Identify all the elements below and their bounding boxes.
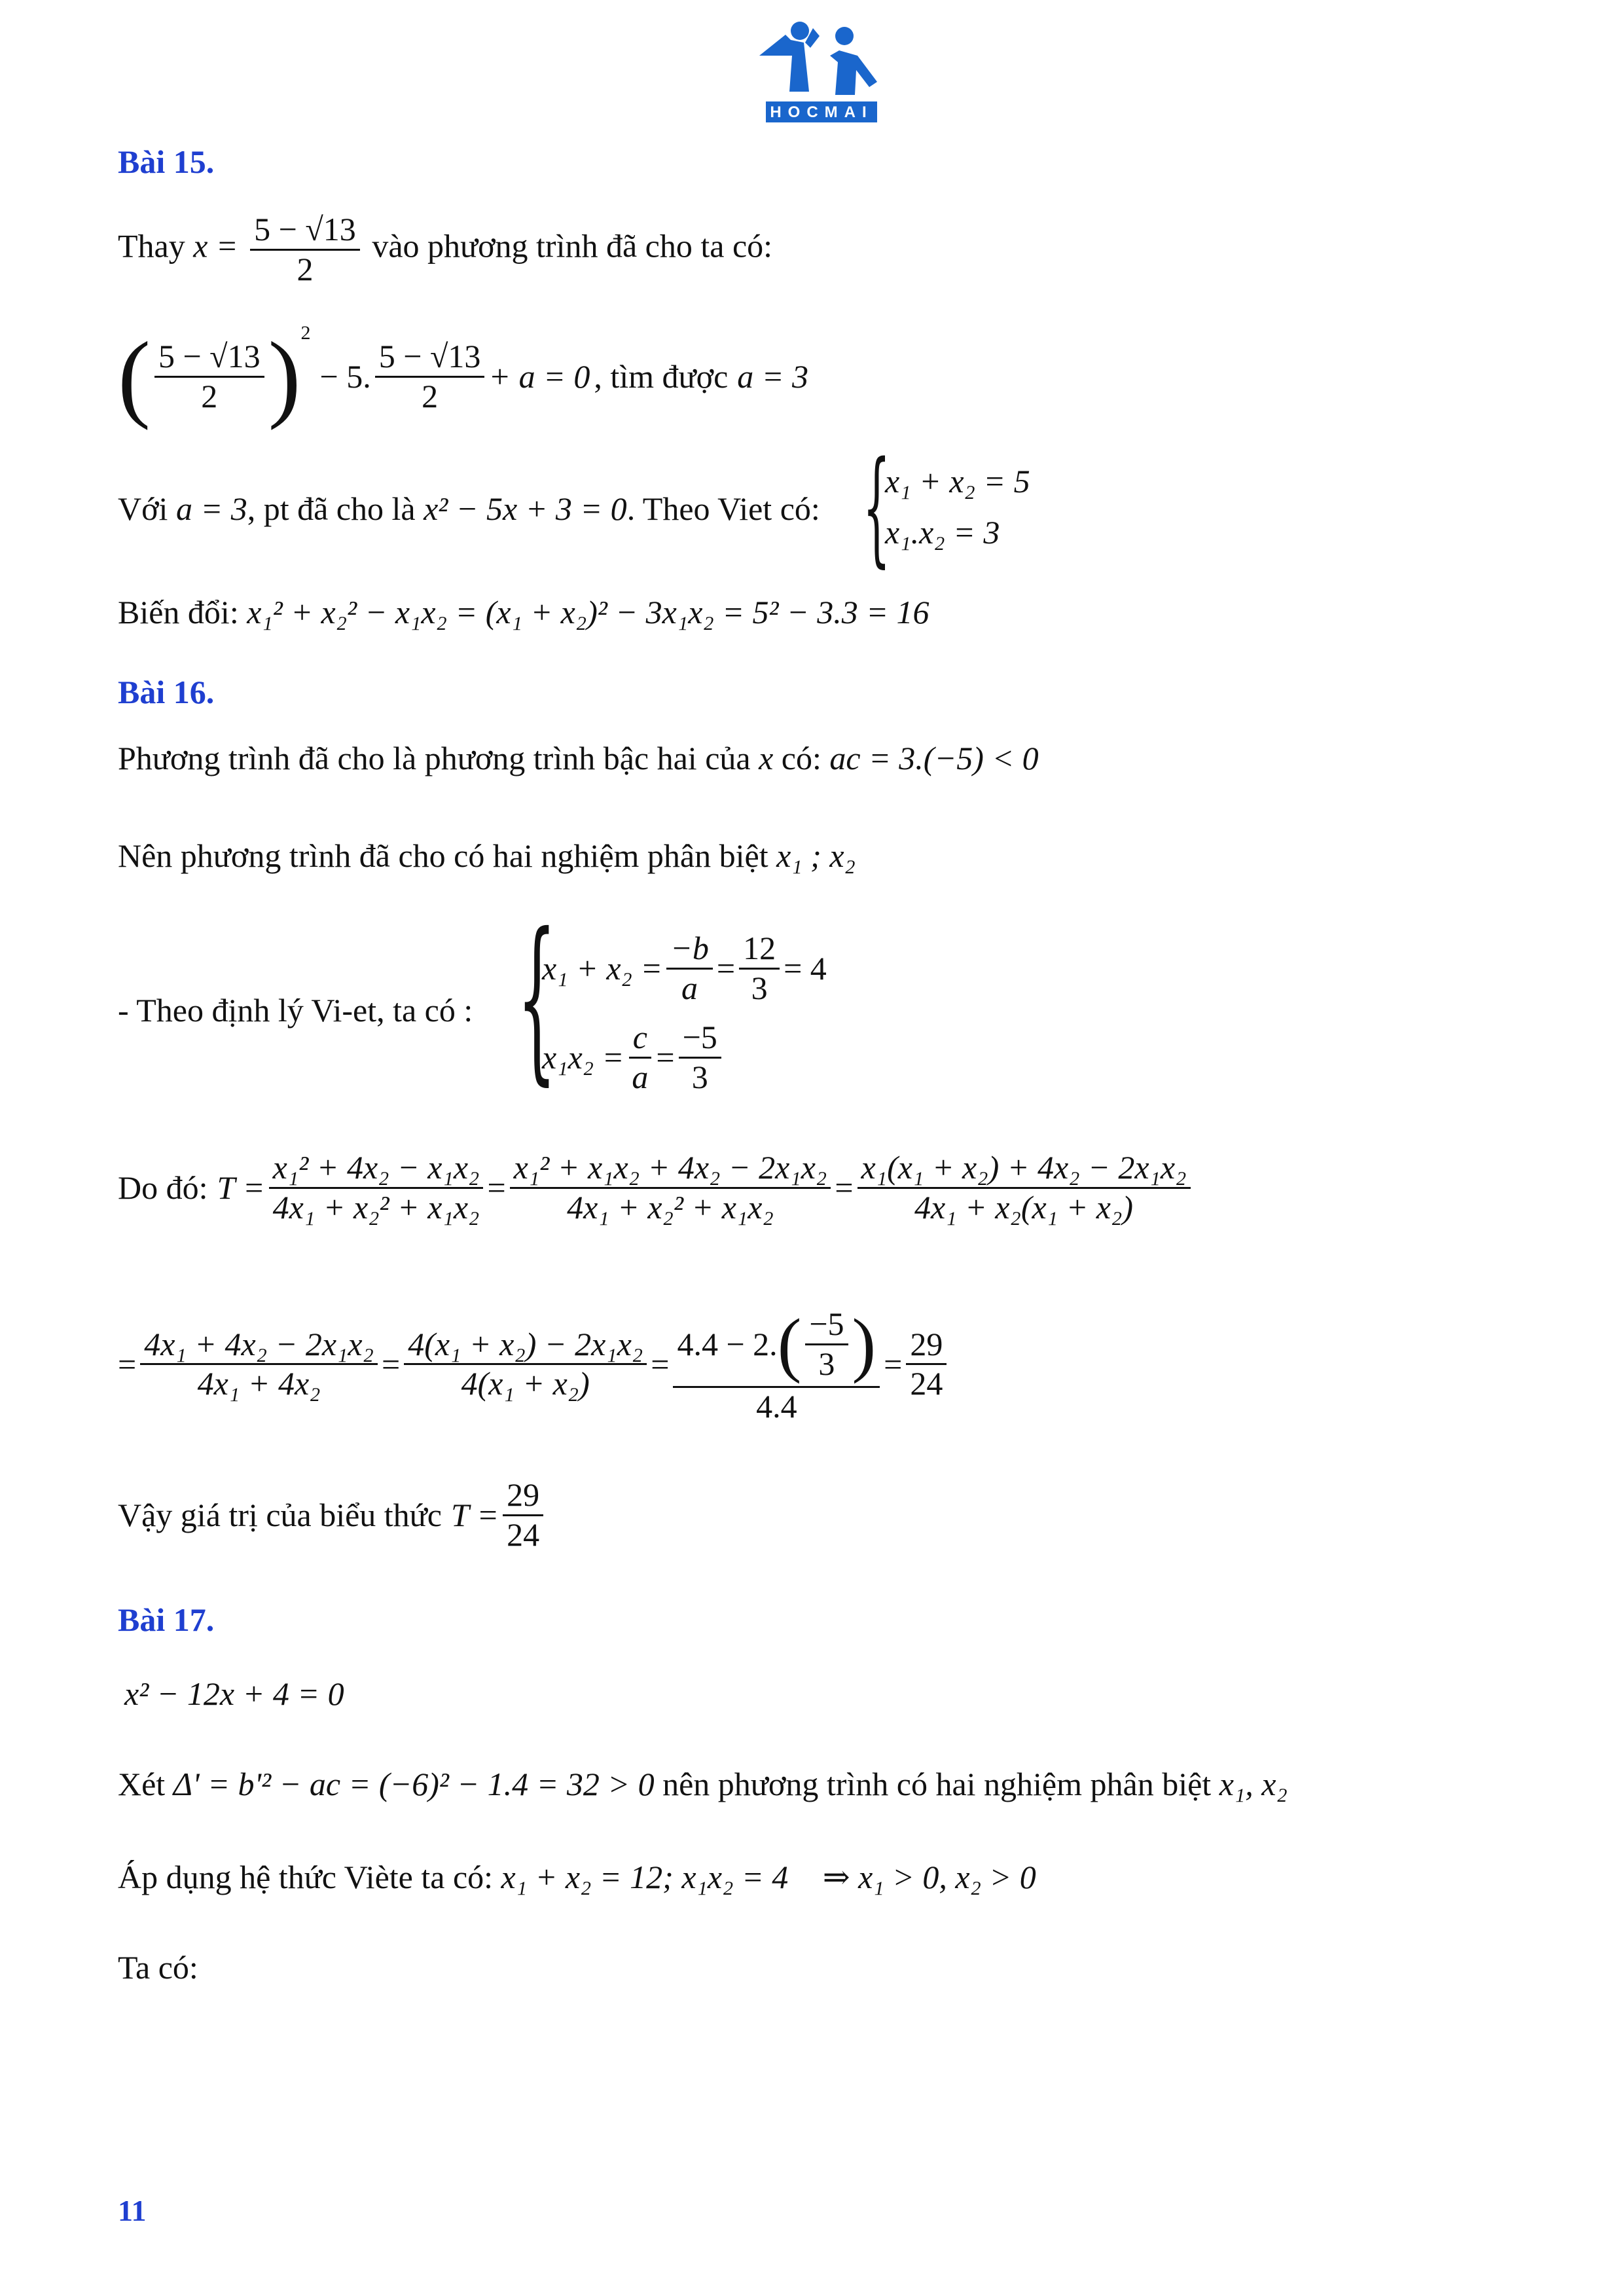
- frac-den: 4x₁ + x₂² + x₁x₂: [567, 1188, 774, 1226]
- inner-frac: [805, 1305, 848, 1383]
- implication: ⇒ x₁ > 0, x₂ > 0: [822, 1859, 1036, 1895]
- bai17-title: Bài 17.: [118, 1601, 215, 1638]
- frac-den: 4(x₁ + x₂): [461, 1365, 590, 1402]
- prod-frac2: [679, 1019, 721, 1096]
- frac-den: 2: [297, 250, 314, 287]
- frac-num: x₁(x₁ + x₂) + 4x₂ − 2x₁x₂: [857, 1149, 1191, 1189]
- u3-pre: 4.4 − 2.: [677, 1325, 778, 1362]
- final-line: [118, 1476, 547, 1554]
- voi: Với: [118, 490, 168, 527]
- bai17-line4: Ta có:: [118, 1949, 198, 1986]
- transform-eq: x₁² + x₂² − x₁x₂ = (x₁ + x₂)² − 3x₁x₂ = 5² − 3.3 = 16: [247, 594, 929, 630]
- frac-den: 4.4: [756, 1387, 797, 1425]
- frac-den: 4x₁ + 4x₂: [197, 1365, 321, 1402]
- t-frac2: [510, 1149, 831, 1226]
- bai15-x-frac: [250, 211, 360, 288]
- logo-text: HOCMAI: [770, 103, 873, 121]
- frac-den: 4x₁ + x₂(x₁ + x₂): [914, 1188, 1134, 1226]
- sum-frac1: [666, 930, 713, 1007]
- final-frac: [503, 1476, 543, 1554]
- square-exp: 2: [300, 322, 311, 344]
- frac-num: 29: [503, 1476, 543, 1516]
- bai16-line2: [118, 839, 856, 872]
- frac-den: 2: [422, 377, 439, 414]
- t-frac1: [269, 1149, 484, 1226]
- system-brace: {: [863, 435, 891, 579]
- do-do: Do đó:: [118, 1169, 208, 1206]
- bai15-result: a = 3: [737, 358, 809, 395]
- frac-den: 3: [818, 1345, 835, 1382]
- frac-num: −b: [666, 930, 713, 970]
- bai15-sys2: x₁.x₂ = 3: [885, 514, 1000, 551]
- u-frac1: [140, 1326, 378, 1403]
- theo-viet: . Theo Viet có:: [626, 490, 820, 527]
- right-paren: ): [268, 322, 301, 431]
- frac-den: 24: [910, 1365, 943, 1402]
- bai15-find: , tìm được: [594, 358, 729, 395]
- roots: x₁, x₂: [1219, 1766, 1288, 1802]
- final-T: T =: [450, 1497, 499, 1533]
- frac-num: 5 − √13: [154, 338, 264, 378]
- prod-lhs: x₁x₂ =: [542, 1039, 624, 1076]
- frac-den: 3: [691, 1058, 708, 1095]
- frac-num: c: [629, 1019, 651, 1059]
- frac-num: 5 − √13: [375, 338, 485, 378]
- hai-nghiem: Nên phương trình đã cho có hai nghiệm phân biệt: [118, 837, 768, 874]
- ac-eq: ac = 3.(−5) < 0: [829, 740, 1039, 776]
- frac-den: a: [681, 969, 698, 1006]
- xet: Xét: [118, 1766, 166, 1802]
- t-continued: = $\frac{\text{4x₁ + 4x₂ − 2x₁x₂}}{\text{4x₁ + 4x₂}}$ = $\frac{\text{4(x₁ + x₂) − 2x₁x₂}}{\text{4(x₁ + x₂)}}$ = 4.4 − 2. ( $\frac{-5}{3}$ ) 4.4 = $\frac{29}{24}$: [118, 1303, 950, 1425]
- page-number: 11: [118, 2194, 147, 2227]
- frac-num: 4(x₁ + x₂) − 2x₁x₂: [404, 1326, 647, 1366]
- left-paren: (: [118, 322, 151, 431]
- frac-den: 4x₁ + x₂² + x₁x₂: [272, 1188, 480, 1226]
- frac-num: −5: [805, 1305, 848, 1345]
- bai15-frac-a: [154, 338, 264, 415]
- frac-num: 29: [906, 1326, 947, 1366]
- bai15-thay: Thay: [118, 227, 185, 264]
- sum-rhs: = 4: [784, 950, 827, 987]
- var-x: x: [759, 740, 774, 776]
- frac-num: 5 − √13: [250, 211, 360, 251]
- frac-den: a: [632, 1058, 649, 1095]
- bai15-minus5: − 5.: [319, 358, 371, 395]
- co: có:: [781, 740, 821, 776]
- bai15-line2: [118, 322, 809, 431]
- vieta-sum: x₁ + x₂ = $\frac{-b}{a}$ = $\frac{12}{3}$ = 4: [542, 930, 827, 1006]
- frac-num: 4x₁ + 4x₂ − 2x₁x₂: [140, 1326, 378, 1366]
- u-frac3: [673, 1303, 880, 1425]
- viete-eq: x₁ + x₂ = 12; x₁x₂ = 4: [501, 1859, 789, 1895]
- bai15-title: Bài 15.: [118, 143, 215, 180]
- hocmai-logo: [746, 16, 884, 137]
- hai-nghiem-phan-biet: nên phương trình có hai nghiệm phân biệt: [662, 1766, 1212, 1802]
- bai16-title: Bài 16.: [118, 674, 215, 710]
- bai16-line1: [118, 742, 1039, 774]
- bai15-frac-b: [375, 338, 485, 415]
- bien-doi: Biến đổi:: [118, 594, 239, 630]
- frac-den: 3: [751, 969, 768, 1006]
- delta-eq: Δ' = b'² − ac = (−6)² − 1.4 = 32 > 0: [173, 1766, 655, 1802]
- bai15-line3: [118, 492, 820, 525]
- bai15-x: x =: [193, 227, 238, 264]
- frac-num: x₁² + 4x₂ − x₁x₂: [269, 1149, 484, 1189]
- bai15-line1-post: vào phương trình đã cho ta có:: [372, 227, 773, 264]
- sum-frac2: [739, 930, 780, 1007]
- vieta-prod: x₁x₂ = $\frac{c}{a}$ = $\frac{-5}{3}$: [542, 1019, 725, 1096]
- do-do-line: Do đó: T = $\frac{\text{x₁² + 4x₂ − x₁x₂}}{\text{4x₁ + x₂² + x₁x₂}}$ = $\frac{\text{x₁² + x₁x₂ + 4x₂ − 2x₁x₂}}{\text{4x₁ + x₂² + x₁x₂}}$ = $\frac{\text{x₁(x₁ + x₂) + 4x₂ − 2x₁x₂}}{\text{4x₁ + x₂(x₁ + x₂)}}$: [118, 1149, 1195, 1226]
- frac-den: 24: [507, 1516, 540, 1553]
- sum-lhs: x₁ + x₂ =: [542, 950, 663, 987]
- roots: x₁ ; x₂: [776, 837, 856, 874]
- bai15-line1: [118, 211, 772, 288]
- vieta-brace: {: [517, 895, 557, 1101]
- bai15-sys1: x₁ + x₂ = 5: [885, 463, 1030, 500]
- pt-da-cho: , pt đã cho là: [247, 490, 416, 527]
- ap-dung-viete: Áp dụng hệ thức Viète ta có:: [118, 1859, 494, 1895]
- frac-num: 12: [739, 930, 780, 970]
- u-frac2: [404, 1326, 647, 1403]
- bai16-line3: - Theo định lý Vi-et, ta có :: [118, 992, 473, 1029]
- bai17-eq: x² − 12x + 4 = 0: [124, 1675, 344, 1712]
- u-frac4: [906, 1326, 947, 1403]
- frac-den: 2: [201, 377, 218, 414]
- prod-frac1: [628, 1019, 652, 1096]
- frac-num: x₁² + x₁x₂ + 4x₂ − 2x₁x₂: [510, 1149, 831, 1189]
- pt-bac-hai: Phương trình đã cho là phương trình bậc hai của: [118, 740, 751, 776]
- a-value: a = 3: [175, 490, 247, 527]
- quadratic-eq: x² − 5x + 3 = 0: [424, 490, 627, 527]
- vay-gia-tri: Vậy giá trị của biểu thức: [118, 1497, 442, 1533]
- t-frac3: [857, 1149, 1191, 1226]
- frac-num: −5: [679, 1019, 721, 1059]
- T-eq: T =: [217, 1169, 265, 1206]
- bai15-line4: [118, 596, 929, 629]
- bai17-line3: [118, 1861, 1036, 1893]
- bai15-tail: + a = 0: [488, 358, 590, 395]
- bai17-line2: [118, 1768, 1288, 1800]
- frac-num: 4.4 − 2. ( $\frac{-5}{3}$ ): [673, 1303, 880, 1388]
